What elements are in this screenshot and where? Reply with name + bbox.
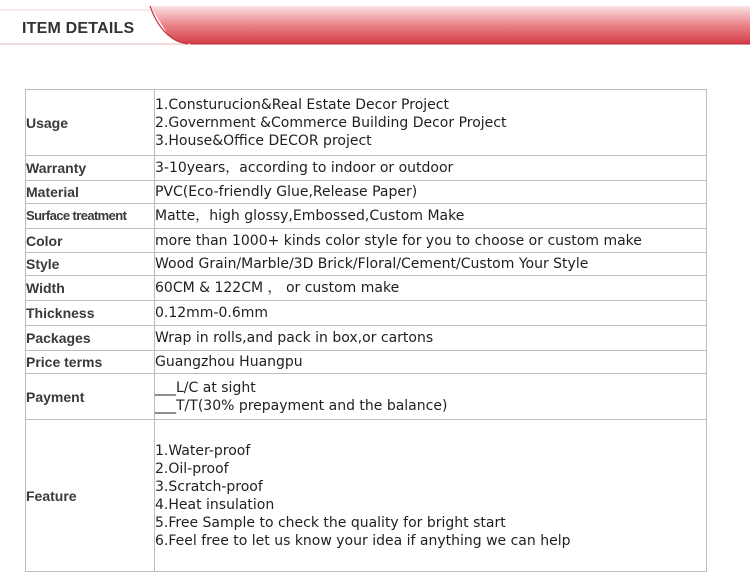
warranty-text: 3-10years，according to indoor or outdoor: [155, 160, 454, 176]
feature-line: 5.Free Sample to check the quality for bright start: [155, 514, 506, 531]
table-row: [26, 90, 707, 156]
row-label-price-terms: Price terms: [26, 351, 155, 374]
row-value-payment: [155, 374, 707, 420]
feature-line: 4.Heat insulation: [155, 496, 275, 513]
table-row: [26, 374, 707, 420]
payment-line: ___L/C at sight: [155, 379, 256, 396]
table-row: [26, 181, 707, 204]
surface-treatment-text: Matte，high glossy,Embossed,Custom Make: [155, 208, 465, 224]
row-label-packages: Packages: [26, 326, 155, 351]
row-value-thickness: [155, 301, 707, 326]
packages-text: Wrap in rolls,and pack in box,or cartons: [155, 330, 434, 346]
material-text: PVC(Eco-friendly Glue,Release Paper): [155, 184, 418, 200]
item-details-header: [0, 0, 750, 60]
feature-line: 2.Oil-proof: [155, 460, 229, 477]
row-label-thickness: Thickness: [26, 301, 155, 326]
row-label-warranty: Warranty: [26, 156, 155, 181]
row-label-usage: Usage: [26, 90, 155, 156]
feature-line: 6.Feel free to let us know your idea if anything we can help: [155, 532, 571, 549]
table-row: [26, 351, 707, 374]
row-value-usage: [155, 90, 707, 156]
usage-line: 3.House&Office DECOR project: [155, 132, 372, 149]
style-text: Wood Grain/Marble/3D Brick/Floral/Cement/Custom Your Style: [155, 256, 589, 272]
usage-line: 1.Consturucion&Real Estate Decor Project: [155, 96, 449, 113]
row-label-width: Width: [26, 276, 155, 301]
usage-line: 2.Government &Commerce Building Decor Project: [155, 114, 507, 131]
row-value-warranty: [155, 156, 707, 181]
table-row: [26, 253, 707, 276]
row-label-payment: Payment: [26, 374, 155, 420]
row-value-price-terms: [155, 351, 707, 374]
color-text: more than 1000+ kinds color style for you to choose or custom make: [155, 232, 642, 249]
row-label-feature: Feature: [26, 420, 155, 572]
feature-line: 1.Water-proof: [155, 442, 251, 459]
row-value-feature: [155, 420, 707, 572]
row-value-style: [155, 253, 707, 276]
page-title: ITEM DETAILS: [22, 20, 135, 37]
row-label-material: Material: [26, 181, 155, 204]
table-row: [26, 420, 707, 572]
row-value-color: [155, 229, 707, 253]
price-terms-text: Guangzhou Huangpu: [155, 354, 303, 370]
row-value-material: [155, 181, 707, 204]
thickness-text: 0.12mm-0.6mm: [155, 305, 269, 321]
row-label-style: Style: [26, 253, 155, 276]
row-value-width: [155, 276, 707, 301]
width-text: 60CM & 122CM ， or custom make: [155, 280, 400, 296]
table-row: [26, 229, 707, 253]
row-label-surface-treatment: Surface treatment: [26, 204, 155, 229]
table-row: [26, 204, 707, 229]
table-row: [26, 326, 707, 351]
table-row: [26, 276, 707, 301]
row-label-color: Color: [26, 229, 155, 253]
item-details-table: [25, 89, 707, 572]
row-value-surface-treatment: [155, 204, 707, 229]
row-value-packages: [155, 326, 707, 351]
feature-line: 3.Scratch-proof: [155, 478, 263, 495]
payment-line: ___T/T(30% prepayment and the balance): [155, 397, 448, 414]
table-row: [26, 301, 707, 326]
table-row: [26, 156, 707, 181]
